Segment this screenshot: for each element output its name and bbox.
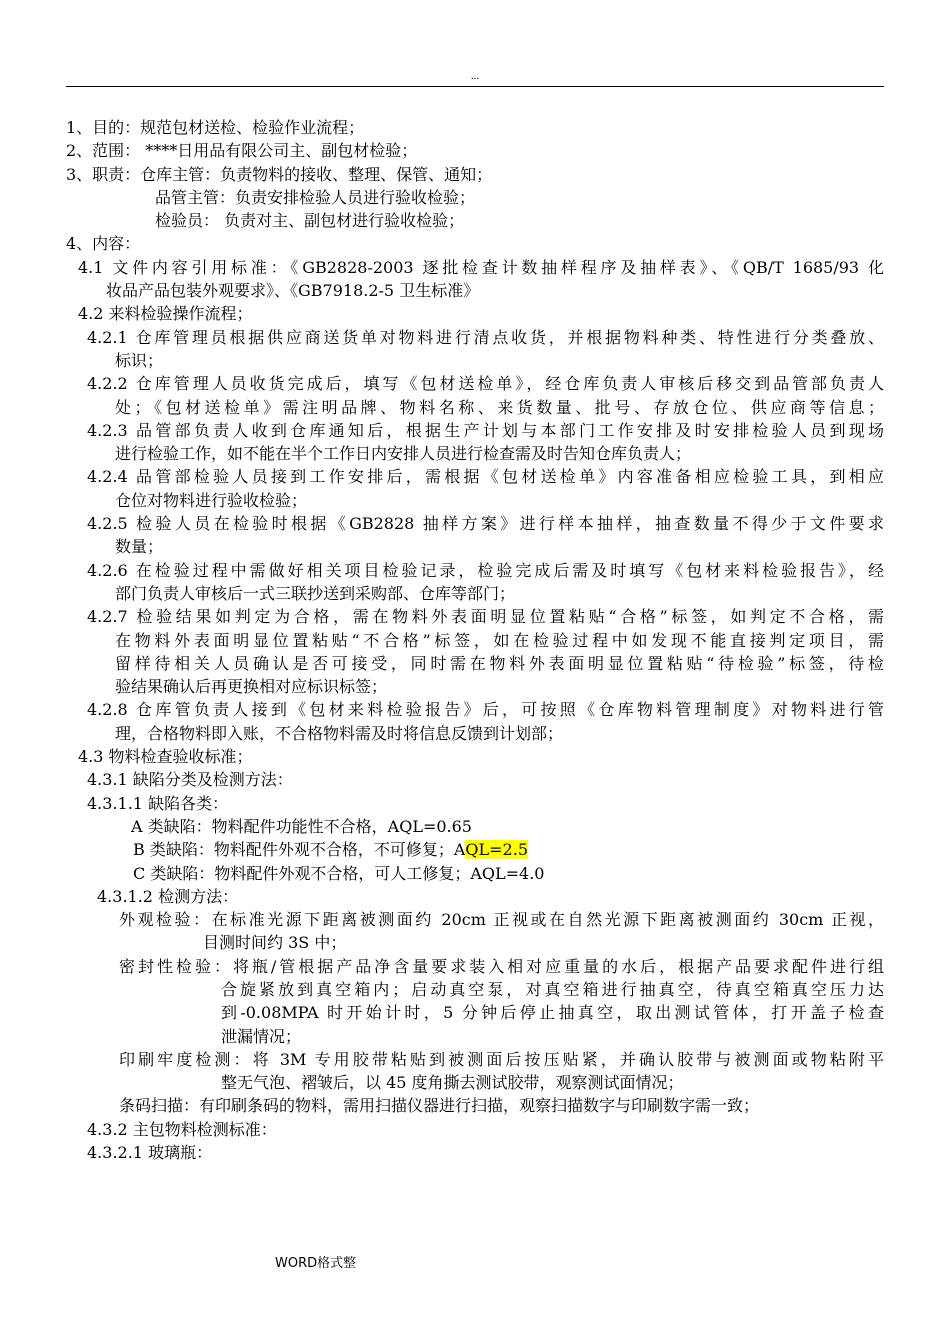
print-fastness-line-1: 印刷牢度检测：将 3M 专用胶带粘贴到被测面后按压贴紧，并确认胶带与被测面或物粘附平 (119, 1049, 884, 1069)
section-4-1-line-1: 4.1 文件内容引用标准：《GB2828-2003 逐批检查计数抽样程序及抽样表》、《QB/T 1685/93 化 (78, 257, 884, 277)
section-4-2-5-line-2: 数量； (115, 537, 164, 557)
section-4-2-1-line-2: 标识； (115, 350, 164, 370)
section-4-2-6-line-1: 4.2.6 在检验过程中需做好相关项目检验记录，检验完成后需及时填写《包材来料检验报告》，经 (87, 560, 884, 580)
section-4-2-7-line-4: 验结果确认后再更换相对应标识标签； (115, 677, 388, 697)
content-heading: 4、内容： (66, 234, 141, 254)
defect-class-b (66, 838, 884, 861)
defect-class-b-text: B 类缺陷：物料配件外观不合格，不可修复；A (133, 840, 466, 860)
duty-qc-line: 品管主管：负责安排检验人员进行验收检验； (155, 187, 476, 207)
seal-inspection-line-4: 泄漏情况； (221, 1026, 302, 1046)
page-header-text: ... (470, 70, 480, 82)
visual-inspection-line-2: 目测时间约 3S 中； (203, 933, 347, 953)
section-4-3-2-1-heading: 4.3.2.1 玻璃瓶： (87, 1143, 213, 1163)
section-4-2-2-line-2: 处；《包材送检单》需注明品牌、物料名称、来货数量、批号、存放仓位、供应商等信息； (115, 397, 884, 417)
section-4-2-8-line-2: 理，合格物料即入账，不合格物料需及时将信息反馈到计划部； (115, 723, 564, 743)
barcode-scan-line: 条码扫描：有印刷条码的物料，需用扫描仪器进行扫描，观察扫描数字与印刷数字需一致； (119, 1096, 760, 1116)
section-4-3-heading: 4.3 物料检查验收标准； (78, 747, 253, 767)
section-4-2-1-line-1: 4.2.1 仓库管理员根据供应商送货单对物料进行清点收货，并根据物料种类、特性进行分类叠放、 (87, 327, 884, 347)
section-4-2-7-line-1: 4.2.7 检验结果如判定为合格，需在物料外表面明显位置粘贴“合格”标签，如判定不合格，需 (87, 607, 884, 627)
section-4-1-line-2: 妆品产品包装外观要求》、《GB7918.2-5 卫生标准》 (106, 281, 480, 301)
print-fastness-line-2: 整无气泡、褶皱后，以 45 度角撕去测试胶带，观察测试面情况； (221, 1073, 684, 1093)
header-rule (66, 86, 884, 87)
seal-inspection-line-2: 合旋紧放到真空箱内；启动真空泵，对真空箱进行抽真空，待真空箱真空压力达 (221, 979, 884, 999)
section-4-2-5-line-1: 4.2.5 检验人员在检验时根据《GB2828 抽样方案》进行样本抽样，抽查数量不得少于文件要求 (87, 514, 884, 534)
document-body (66, 116, 884, 1164)
section-4-3-1-1-heading: 4.3.1.1 缺陷各类： (87, 793, 229, 813)
section-4-2-4-line-1: 4.2.4 品管部检验人员接到工作安排后，需根据《包材送检单》内容准备相应检验工具，到相应 (87, 467, 884, 487)
duty-warehouse-line: 3、职责：仓库主管：负责物料的接收、整理、保管、通知； (66, 164, 493, 184)
seal-inspection-line-3: 到-0.08MPA 时开始计时，5 分钟后停止抽真空，取出测试管体，打开盖子检查 (221, 1003, 884, 1023)
page-footer-text: WORD格式整 (275, 1256, 357, 1271)
section-4-2-3-line-1: 4.2.3 品管部负责人收到仓库通知后，根据生产计划与本部门工作安排及时安排检验人员到现场 (87, 420, 884, 440)
purpose-line: 1、目的：规范包材送检、检验作业流程； (66, 118, 365, 137)
section-4-2-7-line-3: 留样待相关人员确认是否可接受，同时需在物料外表面明显位置粘贴“待检验”标签，待检 (115, 653, 884, 673)
section-4-3-2-heading: 4.3.2 主包物料检测标准： (87, 1119, 277, 1139)
section-4-2-4-line-2: 仓位对物料进行验收检验； (115, 490, 308, 510)
defect-class-c: C 类缺陷：物料配件外观不合格，可人工修复；AQL=4.0 (133, 863, 545, 883)
duty-inspector-line: 检验员： 负责对主、副包材进行验收检验； (155, 211, 465, 231)
section-4-2-6-line-2: 部门负责人审核后一式三联抄送到采购部、仓库等部门； (115, 583, 516, 603)
section-4-3-1-2-heading: 4.3.1.2 检测方法： (97, 886, 239, 906)
section-4-2-3-line-2: 进行检验工作，如不能在半个工作日内安排人员进行检查需及时告知仓库负责人； (115, 444, 692, 464)
scope-line: 2、范围： ****日用品有限公司主、副包材检验； (66, 141, 418, 161)
section-4-2-7-line-2: 在物料外表面明显位置粘贴“不合格”标签，如在检验过程中如发现不能直接判定项目，需 (115, 630, 884, 650)
defect-class-a: A 类缺陷：物料配件功能性不合格，AQL=0.65 (131, 816, 472, 836)
visual-inspection-line-1: 外观检验：在标准光源下距离被测面约 20cm 正视或在自然光源下距离被测面约 30cm 正视， (119, 910, 884, 930)
highlighted-aql: QL=2.5 (465, 840, 528, 860)
section-4-3-1-heading: 4.3.1 缺陷分类及检测方法： (87, 770, 293, 790)
section-4-2-heading: 4.2 来料检验操作流程； (78, 304, 253, 324)
seal-inspection-line-1: 密封性检验：将瓶/管根据产品净含量要求装入相对应重量的水后，根据产品要求配件进行组 (119, 956, 884, 976)
section-4-2-2-line-1: 4.2.2 仓库管理人员收货完成后，填写《包材送检单》，经仓库负责人审核后移交到品管部负责人 (87, 374, 884, 394)
section-4-2-8-line-1: 4.2.8 仓库管负责人接到《包材来料检验报告》后，可按照《仓库物料管理制度》对物料进行管 (87, 700, 884, 720)
